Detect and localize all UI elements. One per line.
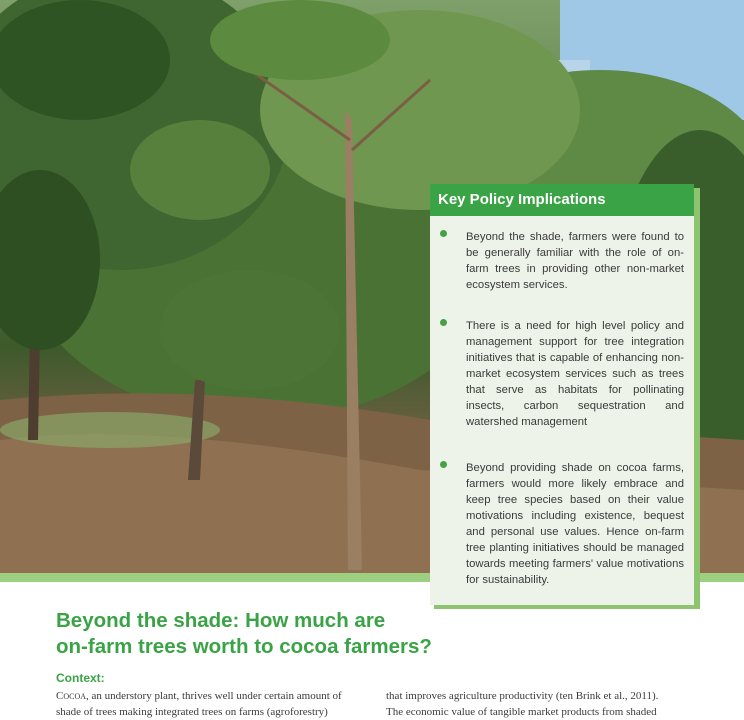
bullet-dot [440, 230, 447, 237]
body-line: shade of trees making integrated trees on farms (agroforestry) [56, 706, 328, 718]
policy-box-heading: Key Policy Implications [430, 184, 694, 216]
body-text: , an understory plant, thrives well under certain amount of [86, 690, 342, 702]
bullet-dot [440, 319, 447, 326]
body-line [56, 688, 366, 704]
body-lead-word: Cocoa [56, 690, 87, 702]
article-title-line-1: Beyond the shade: How much are [56, 609, 386, 632]
key-policy-implications-box [430, 184, 694, 605]
policy-item-2: There is a need for high level policy and management support for tree integration initiatives that is capable of enhancing non-market ecosystem services such as trees that serve as habitats for pollinating insects, carbon sequestration and watershed management [466, 320, 684, 428]
body-line: The economic value of tangible market products from shaded [386, 706, 657, 718]
body-column-right [386, 688, 696, 720]
policy-item-1: Beyond the shade, farmers were found to be generally familiar with the role of on-farm trees in providing other non-market ecosystem services. [466, 231, 684, 291]
body-column-left [56, 688, 366, 720]
body-line: that improves agriculture productivity (ten Brink et al., 2011). [386, 690, 659, 702]
policy-item-3: Beyond providing shade on cocoa farms, farmers would more likely embrace and keep tree species based on their value motivations including existence, bequest and personal use values. Hence on-farm tree planting initiatives should be managed towards meeting farmers' value motivations for sustainability. [466, 462, 684, 586]
article-title-line-2: on-farm trees worth to cocoa farmers? [56, 635, 432, 658]
context-heading: Context: [56, 671, 105, 685]
article-title [56, 608, 436, 660]
bullet-dot [440, 461, 447, 468]
